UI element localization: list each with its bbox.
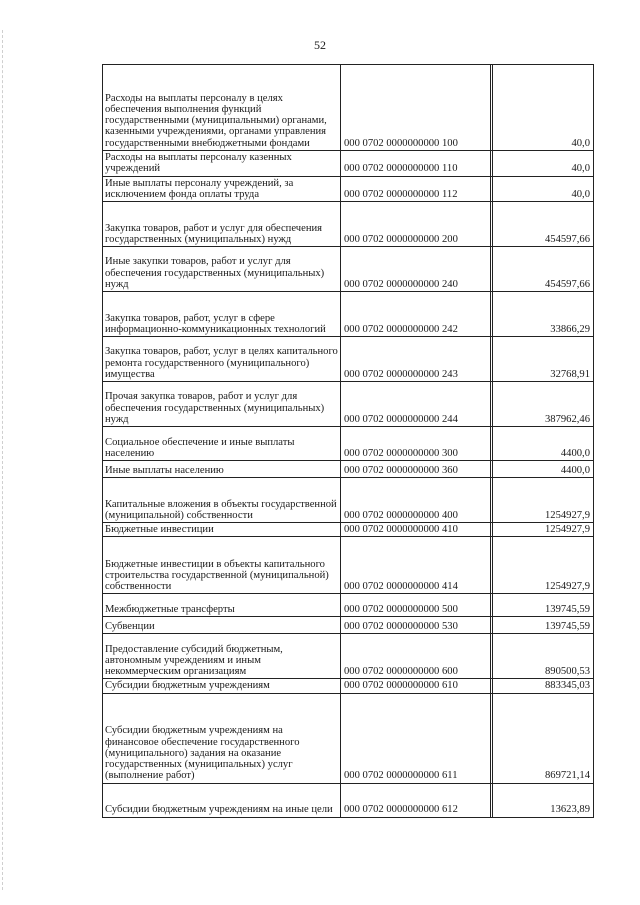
row-code: 000 0702 0000000000 600: [341, 634, 491, 679]
page-number: 52: [314, 38, 326, 52]
row-name: Капитальные вложения в объекты государственной (муниципальной) собственности: [103, 478, 341, 523]
row-value: 1254927,9: [493, 523, 594, 537]
row-name: Субсидии бюджетным учреждениям на иные цели: [103, 783, 341, 817]
row-code: 000 0702 0000000000 110: [341, 151, 491, 177]
row-name: Иные закупки товаров, работ и услуг для обеспечения государственных (муниципальных) нужд: [103, 247, 341, 292]
row-value: 40,0: [493, 176, 594, 202]
table-row: [103, 337, 594, 382]
row-value: 1254927,9: [493, 478, 594, 523]
row-code: 000 0702 0000000000 400: [341, 478, 491, 523]
table-row: [103, 634, 594, 679]
table-row: [103, 679, 594, 693]
row-name: Субвенции: [103, 617, 341, 634]
budget-table: [102, 64, 594, 818]
row-name: Субсидии бюджетным учреждениям на финансовое обеспечение государственного (муниципального) задания на оказание государственных (муниципальных) услуг (выполнение работ): [103, 693, 341, 783]
table-row: [103, 537, 594, 594]
row-code: 000 0702 0000000000 300: [341, 427, 491, 461]
row-name: Межбюджетные трансферты: [103, 594, 341, 617]
table-row: [103, 783, 594, 817]
row-value: 139745,59: [493, 594, 594, 617]
row-name: Прочая закупка товаров, работ и услуг для обеспечения государственных (муниципальных) нужд: [103, 382, 341, 427]
row-code: 000 0702 0000000000 612: [341, 783, 491, 817]
row-code: 000 0702 0000000000 530: [341, 617, 491, 634]
row-code: 000 0702 0000000000 200: [341, 202, 491, 247]
row-code: 000 0702 0000000000 244: [341, 382, 491, 427]
row-code: 000 0702 0000000000 242: [341, 292, 491, 337]
table-row: [103, 382, 594, 427]
table-row: [103, 292, 594, 337]
row-code: 000 0702 0000000000 410: [341, 523, 491, 537]
budget-table-body: [103, 65, 594, 818]
table-row: [103, 151, 594, 177]
row-value: 869721,14: [493, 693, 594, 783]
row-value: 4400,0: [493, 461, 594, 478]
row-name: Субсидии бюджетным учреждениям: [103, 679, 341, 693]
table-row: [103, 65, 594, 151]
row-value: 4400,0: [493, 427, 594, 461]
table-row: [103, 202, 594, 247]
table-row: [103, 594, 594, 617]
row-value: 1254927,9: [493, 537, 594, 594]
row-name: Расходы на выплаты персоналу в целях обеспечения выполнения функций государственными (муниципальными) органами, казенными учреждениями, органами управления государственными внебюджетными фондами: [103, 65, 341, 151]
row-value: 454597,66: [493, 202, 594, 247]
row-value: 40,0: [493, 65, 594, 151]
row-value: 33866,29: [493, 292, 594, 337]
row-code: 000 0702 0000000000 100: [341, 65, 491, 151]
row-name: Иные выплаты населению: [103, 461, 341, 478]
row-value: 13623,89: [493, 783, 594, 817]
table-row: [103, 478, 594, 523]
row-code: 000 0702 0000000000 500: [341, 594, 491, 617]
row-name: Предоставление субсидий бюджетным, автономным учреждениям и иным некоммерческим организациям: [103, 634, 341, 679]
row-name: Иные выплаты персоналу учреждений, за исключением фонда оплаты труда: [103, 176, 341, 202]
row-value: 387962,46: [493, 382, 594, 427]
row-code: 000 0702 0000000000 611: [341, 693, 491, 783]
table-row: [103, 461, 594, 478]
row-value: 883345,03: [493, 679, 594, 693]
row-code: 000 0702 0000000000 414: [341, 537, 491, 594]
row-value: 32768,91: [493, 337, 594, 382]
row-value: 890500,53: [493, 634, 594, 679]
table-row: [103, 427, 594, 461]
table-row: [103, 176, 594, 202]
row-code: 000 0702 0000000000 360: [341, 461, 491, 478]
table-row: [103, 693, 594, 783]
binding-edge: [2, 30, 17, 890]
row-name: Закупка товаров, работ, услуг в целях капитального ремонта государственного (муниципального) имущества: [103, 337, 341, 382]
row-code: 000 0702 0000000000 112: [341, 176, 491, 202]
row-name: Бюджетные инвестиции: [103, 523, 341, 537]
row-name: Бюджетные инвестиции в объекты капитального строительства государственной (муниципальной) собственности: [103, 537, 341, 594]
row-code: 000 0702 0000000000 243: [341, 337, 491, 382]
row-value: 40,0: [493, 151, 594, 177]
row-value: 139745,59: [493, 617, 594, 634]
table-row: [103, 617, 594, 634]
row-code: 000 0702 0000000000 240: [341, 247, 491, 292]
table-row: [103, 247, 594, 292]
row-name: Расходы на выплаты персоналу казенных учреждений: [103, 151, 341, 177]
row-value: 454597,66: [493, 247, 594, 292]
row-name: Закупка товаров, работ, услуг в сфере информационно-коммуникационных технологий: [103, 292, 341, 337]
row-name: Закупка товаров, работ и услуг для обеспечения государственных (муниципальных) нужд: [103, 202, 341, 247]
row-code: 000 0702 0000000000 610: [341, 679, 491, 693]
table-row: [103, 523, 594, 537]
row-name: Социальное обеспечение и иные выплаты населению: [103, 427, 341, 461]
